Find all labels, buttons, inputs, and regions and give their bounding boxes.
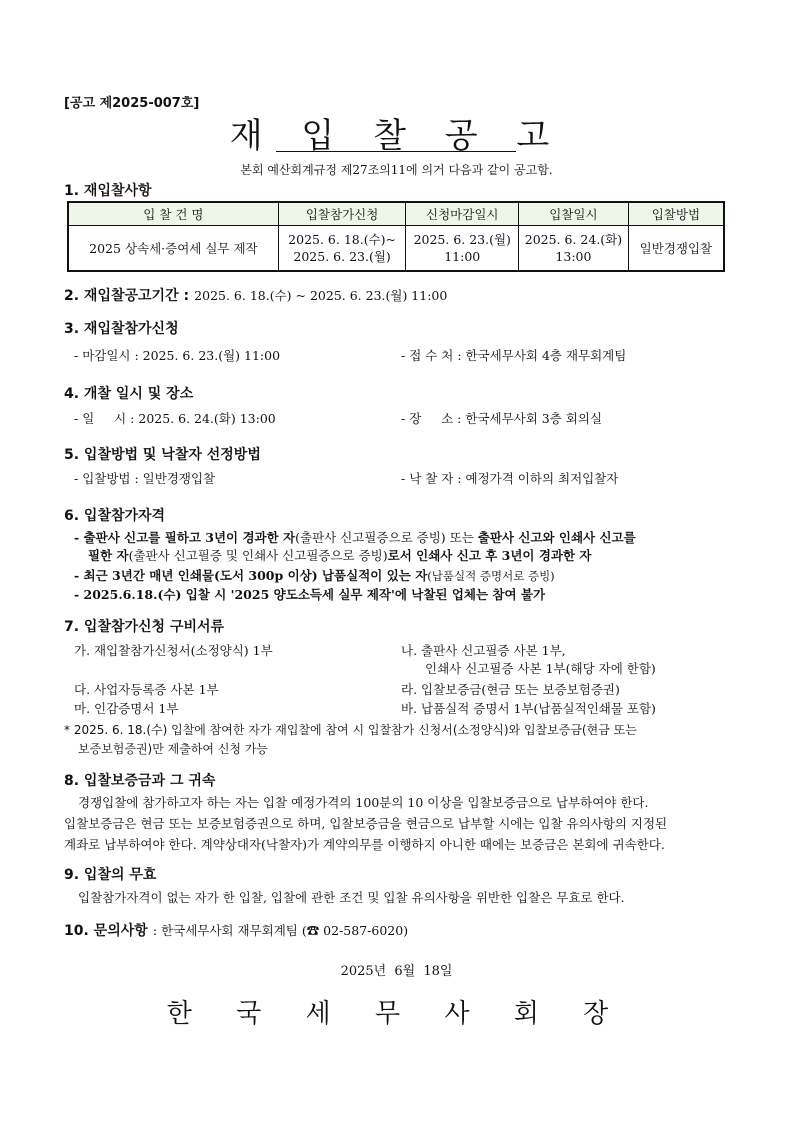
bid-date: 2025. 6. 24.(화) [524, 232, 623, 247]
header-apply: 입찰참가신청 [278, 202, 406, 226]
section-9-text: 입찰참가자격이 없는 자가 한 입찰, 입찰에 관한 조건 및 입찰 유의사항을 위반한 입찰은 무효로 한다. [78, 890, 625, 905]
section-9-heading: 9. 입찰의 무효 [64, 867, 157, 883]
section-7-heading: 7. 입찰참가신청 구비서류 [64, 619, 225, 635]
notice-date: 2025년 6월 18일 [340, 964, 453, 979]
section-2-text: 2025. 6. 18.(수) ~ 2025. 6. 23.(월) 11:00 [194, 288, 448, 303]
section-8-line2: 입찰보증금은 현금 또는 보증보험증권으로 하며, 입찰보증금을 현금으로 납부할 시에는 입찰 유의사항의 지정된 [64, 816, 668, 831]
section-8-heading: 8. 입찰보증금과 그 귀속 [64, 773, 216, 789]
section-5-winner: - 낙 찰 자 : 예정가격 이하의 최저입찰자 [401, 471, 619, 486]
section-6-heading: 6. 입찰참가자격 [64, 508, 166, 524]
section-8-body [64, 792, 729, 855]
doc-item-da: 다. 사업자등록증 사본 1부 [74, 682, 219, 697]
cell-bid-name: 2025 상속세·증여세 실무 제작 [68, 226, 278, 272]
section-3-location: - 접 수 처 : 한국세무사회 4층 재무회계팀 [401, 348, 627, 363]
section-8-line3: 계좌로 납부하여야 한다. 계약상대자(낙찰자)가 계약의무를 이행하지 아니한 때에는 보증금은 본회에 귀속한다. [64, 837, 665, 852]
cell-apply [278, 226, 406, 272]
section-10 [64, 920, 408, 940]
doc-note-line2: 보증보험증권)만 제출하여 신청 가능 [78, 742, 269, 756]
deadline-time: 11:00 [444, 249, 481, 264]
doc-item-ra: 라. 입찰보증금(현금 또는 보증보험증권) [401, 682, 620, 697]
qualification-2-main: - 최근 3년간 매년 인쇄물(도서 300p 이상) 납품실적이 있는 자 [74, 568, 428, 583]
section-3-heading: 3. 재입찰참가신청 [64, 321, 179, 337]
doc-note-line1: * 2025. 6. 18.(수) 입찰에 참여한 자가 재입찰에 참여 시 입찰참가 신청서(소정양식)와 입찰보증금(현금 또는 [64, 723, 637, 737]
doc-item-na-cont: 인쇄사 신고필증 사본 1부(해당 자에 한함) [425, 661, 656, 676]
qualification-2-note: (납품실적 증명서로 증빙) [427, 569, 555, 583]
qualification-2 [74, 566, 555, 584]
document-title: 재 입 찰 공 고 [229, 116, 564, 156]
doc-item-na: 나. 출판사 신고필증 사본 1부, [401, 643, 566, 658]
qualification-1-main: - 출판사 신고를 필하고 3년이 경과한 자 [74, 530, 296, 545]
section-4-datetime: - 일 시 : 2025. 6. 24.(화) 13:00 [74, 411, 276, 426]
table-header-row [68, 202, 724, 226]
apply-start: 2025. 6. 18.(수)~ [288, 232, 397, 247]
section-5-heading: 5. 입찰방법 및 낙찰자 선정방법 [64, 447, 261, 463]
qualification-1-cont-main: 필한 자 [88, 548, 129, 563]
section-8-line1: 경쟁입찰에 참가하고자 하는 자는 입찰 예정가격의 100분의 10 이상을 입찰보증금으로 납부하여야 한다. [78, 795, 649, 810]
section-4-heading: 4. 개찰 일시 및 장소 [64, 386, 194, 402]
signatory: 한 국 세 무 사 회 장 [166, 999, 627, 1029]
qualification-3: - 2025.6.18.(수) 입찰 시 '2025 양도소득세 실무 제작'에 낙찰된 업체는 참여 불가 [74, 587, 546, 602]
header-method: 입찰방법 [628, 202, 724, 226]
qualification-1-cont-note: (출판사 신고필증 및 인쇄사 신고필증으로 증빙) [128, 548, 388, 563]
cell-method: 일반경쟁입찰 [628, 226, 724, 272]
section-10-contact: : 한국세무사회 재무회계팀 (☎ 02-587-6020) [152, 923, 409, 938]
cell-deadline [406, 226, 519, 272]
section-2 [64, 285, 447, 305]
notice-number: [공고 제2025-007호] [64, 96, 200, 111]
section-2-heading: 2. 재입찰공고기간 : [64, 288, 190, 304]
section-3-deadline: - 마감일시 : 2025. 6. 23.(월) 11:00 [74, 348, 281, 363]
qualification-1 [74, 528, 636, 546]
header-bid-date: 입찰일시 [519, 202, 629, 226]
bid-table [67, 201, 725, 272]
qualification-1-cont-tail: 로서 인쇄사 신고 후 3년이 경과한 자 [387, 548, 592, 563]
cell-bid-date [519, 226, 629, 272]
header-deadline: 신청마감일시 [406, 202, 519, 226]
section-1-heading: 1. 재입찰사항 [64, 183, 152, 199]
header-bid-name: 입 찰 건 명 [68, 202, 278, 226]
title-underline [276, 151, 516, 152]
section-4-place: - 장 소 : 한국세무사회 3층 회의실 [401, 411, 603, 426]
section-5-method: - 입찰방법 : 일반경쟁입찰 [74, 471, 216, 486]
deadline-date: 2025. 6. 23.(월) [413, 232, 511, 247]
doc-item-ba: 바. 납품실적 증명서 1부(납품실적인쇄물 포함) [401, 701, 656, 716]
apply-end: 2025. 6. 23.(월) [293, 249, 391, 264]
doc-item-ma: 마. 인감증명서 1부 [74, 701, 179, 716]
intro-text: 본회 예산회계규정 제27조의11에 의거 다음과 같이 공고함. [240, 163, 553, 177]
qualification-1-note: (출판사 신고필증으로 증빙) 또는 [295, 530, 478, 545]
qualification-1-alt: 출판사 신고와 인쇄사 신고를 [477, 530, 636, 545]
table-row [68, 226, 724, 272]
qualification-1-cont [88, 546, 591, 564]
section-10-heading: 10. 문의사항 [64, 923, 148, 939]
bid-time: 13:00 [555, 249, 592, 264]
doc-item-ga: 가. 재입찰참가신청서(소정양식) 1부 [74, 643, 273, 658]
